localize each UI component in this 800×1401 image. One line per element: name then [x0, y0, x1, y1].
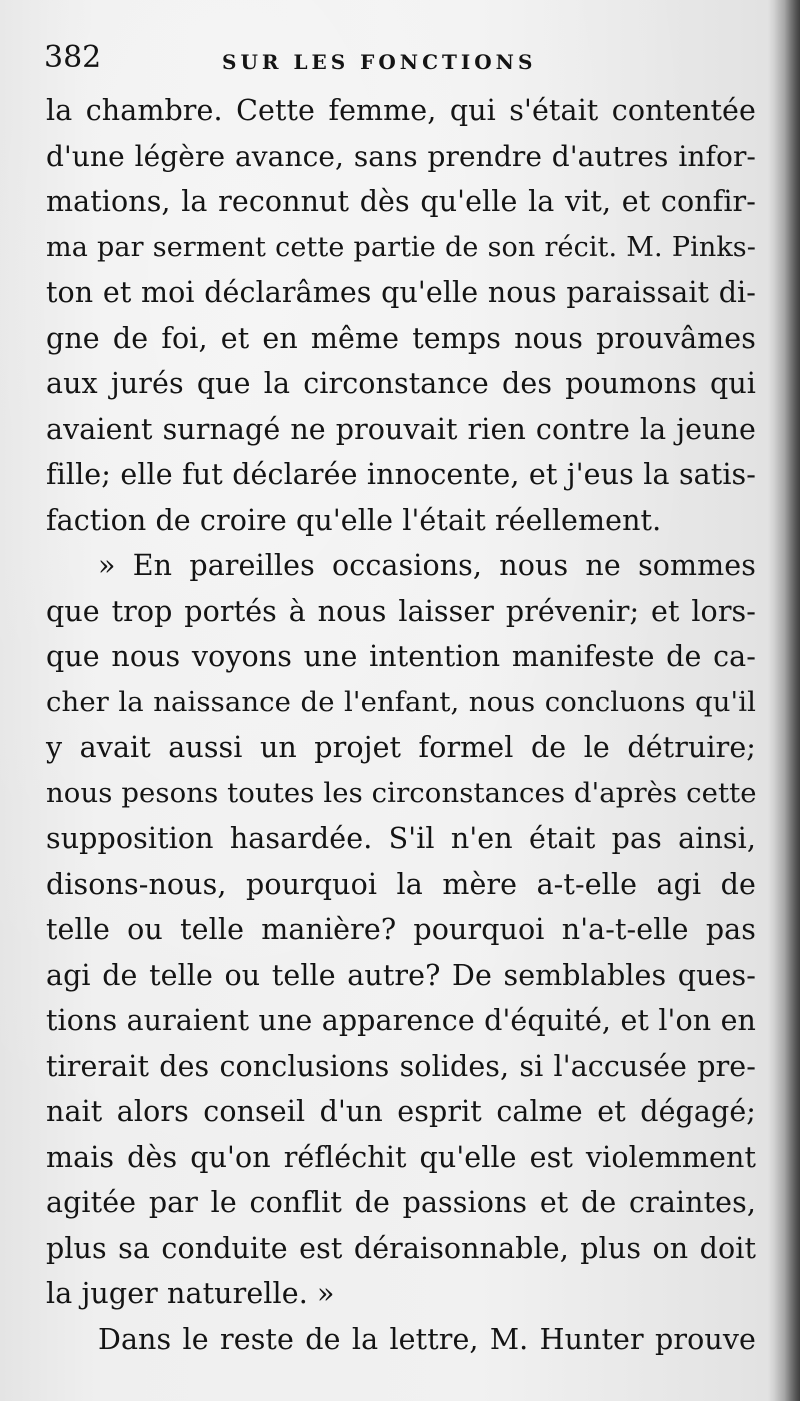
text-line: y avait aussi un projet formel de le détruire;: [46, 731, 756, 764]
text-line: cher la naissance de l'enfant, nous concluons qu'il: [46, 685, 756, 718]
text-line: supposition hasardée. S'il n'en était pas ainsi,: [46, 822, 756, 855]
text-line: agi de telle ou telle autre? De semblables ques-: [46, 958, 756, 992]
text-line: mations, la reconnut dès qu'elle la vit, et confir-: [46, 185, 756, 218]
text-line: que nous voyons une intention manifeste de ca-: [46, 640, 756, 673]
text-line: la chambre. Cette femme, qui s'était contentée: [46, 94, 756, 127]
text-line: tirerait des conclusions solides, si l'accusée pre-: [46, 1049, 756, 1083]
text-line: nait alors conseil d'un esprit calme et dégagé;: [46, 1095, 756, 1128]
text-line: aux jurés que la circonstance des poumons qui: [46, 367, 756, 400]
text-line: plus sa conduite est déraisonnable, plus on doit: [46, 1231, 756, 1265]
paragraph-end-line: la juger naturelle. »: [46, 1277, 335, 1310]
text-line: gne de foi, et en même temps nous prouvâmes: [46, 321, 756, 355]
text-line: agitée par le conflit de passions et de craintes,: [46, 1186, 756, 1219]
text-line: nous pesons toutes les circonstances d'après cette: [46, 776, 757, 809]
page-number: 382: [44, 40, 102, 75]
text-line: telle ou telle manière? pourquoi n'a-t-elle pas: [46, 913, 756, 946]
text-line: d'une légère avance, sans prendre d'autres infor-: [46, 139, 756, 173]
paragraph-start-line: » En pareilles occasions, nous ne sommes: [98, 549, 756, 582]
page-header: [44, 40, 759, 84]
text-line: mais dès qu'on réfléchit qu'elle est violemment: [46, 1140, 756, 1174]
body-text: [46, 88, 756, 1362]
running-title: SUR LES FONCTIONS: [222, 50, 537, 74]
text-line: disons-nous, pourquoi la mère a-t-elle agi de: [46, 867, 756, 901]
text-line: tions auraient une apparence d'équité, et l'on en: [46, 1004, 756, 1037]
text-line: fille; elle fut déclarée innocente, et j'eus la satis-: [46, 458, 756, 491]
paragraph-start-line: Dans le reste de la lettre, M. Hunter prouve: [98, 1322, 756, 1356]
text-line: que trop portés à nous laisser prévenir; et lors-: [46, 594, 756, 628]
text-line: ma par serment cette partie de son récit. M. Pinks-: [46, 231, 756, 263]
page-gutter-shadow: [774, 0, 800, 1401]
text-line: avaient surnagé ne prouvait rien contre la jeune: [46, 412, 756, 446]
text-line: ton et moi déclarâmes qu'elle nous paraissait di-: [46, 276, 756, 309]
paragraph-end-line: faction de croire qu'elle l'était réellement.: [46, 503, 662, 537]
